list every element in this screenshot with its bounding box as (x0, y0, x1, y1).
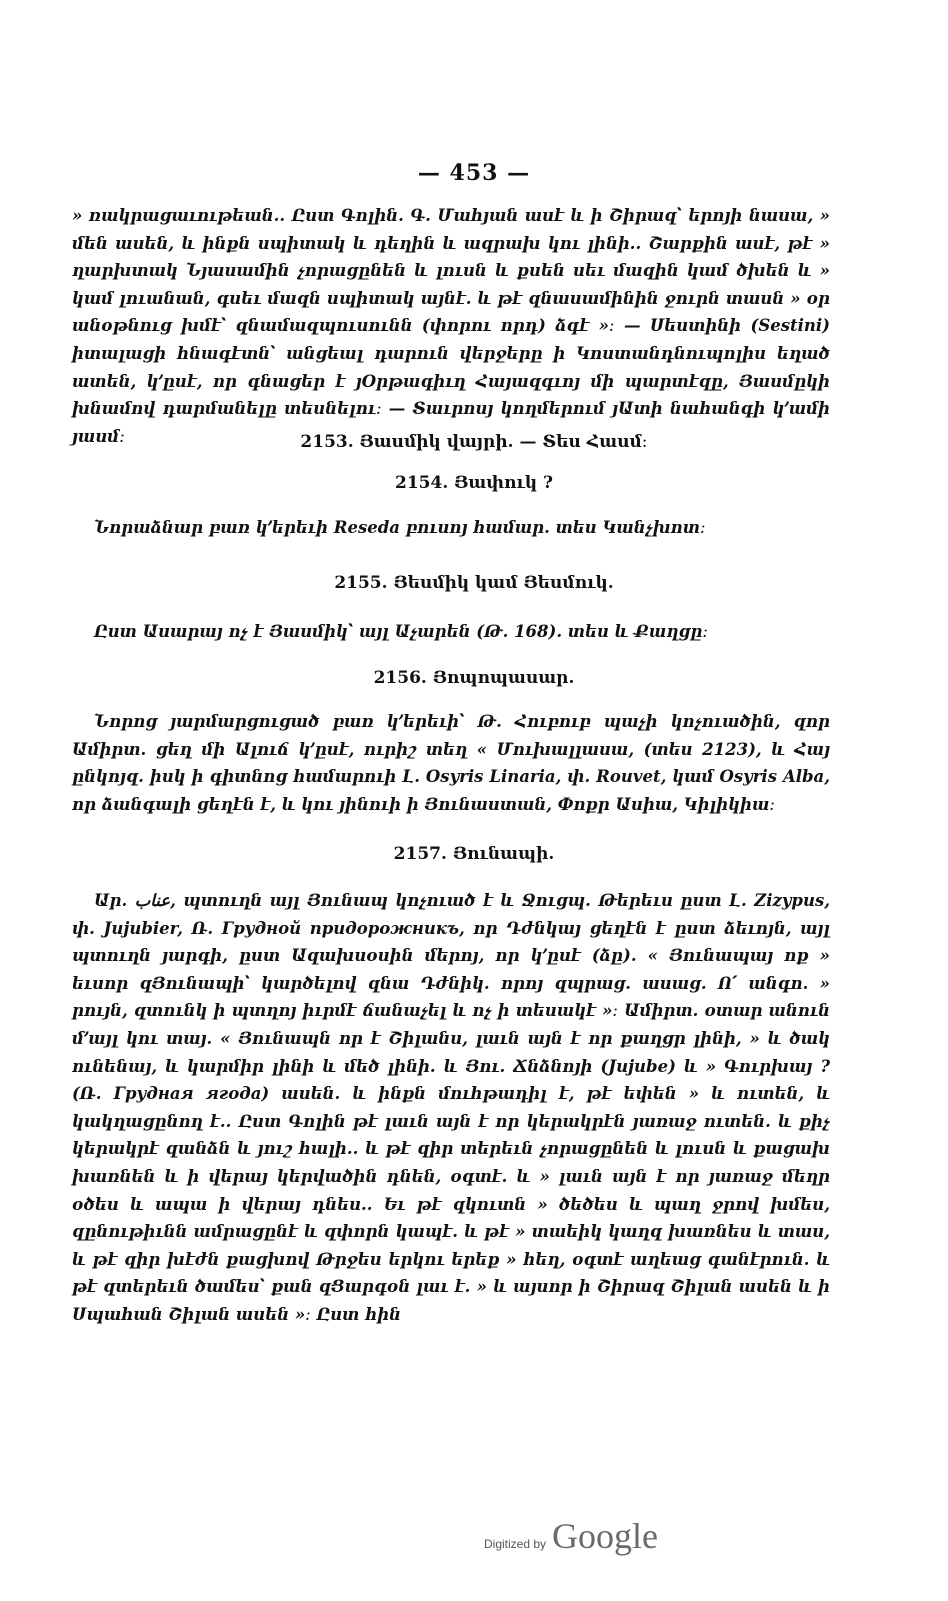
entry-heading-2155: 2155․ Յեսմիկ կամ Յեսմուկ․ (334, 573, 614, 593)
digitized-footer (484, 1515, 658, 1557)
paragraph-continuation: » ռակրացաւութեան․․ Ըստ Գոլին․ Գ․ Մահյան ասէ և ի Շիրազ՝ երոյի նասա, » մեն ասեն, և ինքն սպիտակ և դեղին և ազրախ կու լինի․․ Շարքին ասէ, թէ » ղարխտակ Նյասամին չորացընեն և լուսն և քսեն սեւ մազին կամ ծխեն և » կամ լուանան, գսեւ մազն սպիտակ այնէ․ և թէ զնասամինին ջուրն տասն » օր անօթնուց խմէ՝ զնամազպուսունն (փորու որդ) ձգէ »։ — Սեստինի (Sestini) իտալացի հնագէտն՝ անցեալ դարուն վերջերը ի Կոստանդնուպոլիս եղած ատեն, կ՚ըսէ, որ գնացեր է յՕրթագիւղ Հայազգւոյ մի պարտէզը, Յասմըկի խնամով դարմանելը տեսնելու։ — Տաւրոսյ կողմերում յԱտի նահանգի կ՚ամի յասմ։ (72, 206, 830, 446)
entry-text-2155: Ըստ Ասարայ ոչ է Յասմիկ՝ այլ Աչարեն (Թ․ 168)․ տես և Քաղցը։ (94, 622, 708, 641)
entry-text-2154: Նորաձնար բառ կ՚երեւի Reseda բուսոյ համար․ տես Կանչխոտ։ (94, 518, 706, 537)
page-number: — 453 — (417, 160, 531, 186)
entry-text-2156: Նորոց յարմարցուցած բառ կ՚երեւի՝ Թ․ Հուբուբ պաչի կոչուածին, զոր Ամիրտ․ ցեղ մի Ալուճ կ՚ըսէ, ուրիշ տեղ « Մուխալլասա, (տես 2123), և Հայ ընկոյզ․ իսկ ի գիտնոց համարուի Լ․ Osyris Linaria, փ․ Rouvet, կամ Osyris Alba, որ ձանգալի ցեղէն է, և կու յինուի ի Յունաստան, Փոքր Ասիա, Կիլիկիա։ (72, 712, 830, 814)
google-logo: Google (552, 1516, 659, 1556)
digitized-label: Digitized by (484, 1537, 547, 1551)
entry-text-2157: Ար․ عناب, պտուղն այլ Յունապ կոչուած է և Ջուցպ․ Թերեւս ըստ Լ․ Zizypus, փ․ Jujubier, Ռ․ Грудной придорожникъ, որ Դժնկայ ցեղէն է ըստ ձեւոյն, այլ պտուղն յարգի, ըստ Ազախսօսին մերոյ, որ կ՚ըսէ (ձը)․ « Յունապայ ոք » եւսոր զՅունապի՝ կարծելով զնա Դժնիկ․ որոյ զպրաց․ ասաց․ Ո՛ անգո․ » րույն, զտունկ ի պտղոյ իւրմէ ճանաչել և ոչ ի տեսակէ »։ Ամիրտ․ օտար անուն մ՚այլ կու տայ․ « Յունապն որ է Շիլանս, լաւն այն է որ քաղցր լինի, » և ծակ ունենայ, և կարմիր լինի և մեծ լինի․ և Յու․ Ճնձնոյի (Jujube) և » Գուրխայ ? (Ռ․ Грудная ягода) ասեն․ և ինքն մուհթադիլ է, թէ եփեն » և ուտեն, և կակղացընող է․․ Ըստ Գոլին թէ լաւն այն է որ կերակրէն յառաջ ուտեն․ և քիչ կերակրէ զանձն և յուշ հալի․․ և թէ զիր տերեւն չորացընեն և լուսն և քացախ խառնեն և ի վերայ կերվածին դնեն, օգտէ․ և » լաւն այն է որ յառաջ մեղր օծես և ապա ի վերայ դնես․․ Եւ թէ զկուտն » ծեծես և պաղ ջրով խմես, զընութիւնն ամրացընէ և զփորն կապէ․ և թէ » տաեիկ կաղզ խառնես և տաս, և թէ զիր խէժն քացխով Թրջես երկու երեք » հեղ, օգտէ աղեաց գանէրուն․ և թէ զտերեւն ծամես՝ քան զՑարգօն լաւ է․ » և այսոր ի Շիրազ Շիլան ասեն և ի Սպահան Շիլան ասեն »։ Ըստ հին (72, 891, 830, 1324)
entry-heading-2156: 2156․ Յոպոպասար․ (373, 668, 575, 688)
entry-heading-2154: 2154․ Յափուկ ? (395, 473, 553, 493)
entry-heading-2157: 2157․ Յունապի․ (393, 844, 555, 864)
entry-heading-2153: 2153․ Յասմիկ վայրի․ — Տես Հասմ։ (300, 432, 648, 452)
